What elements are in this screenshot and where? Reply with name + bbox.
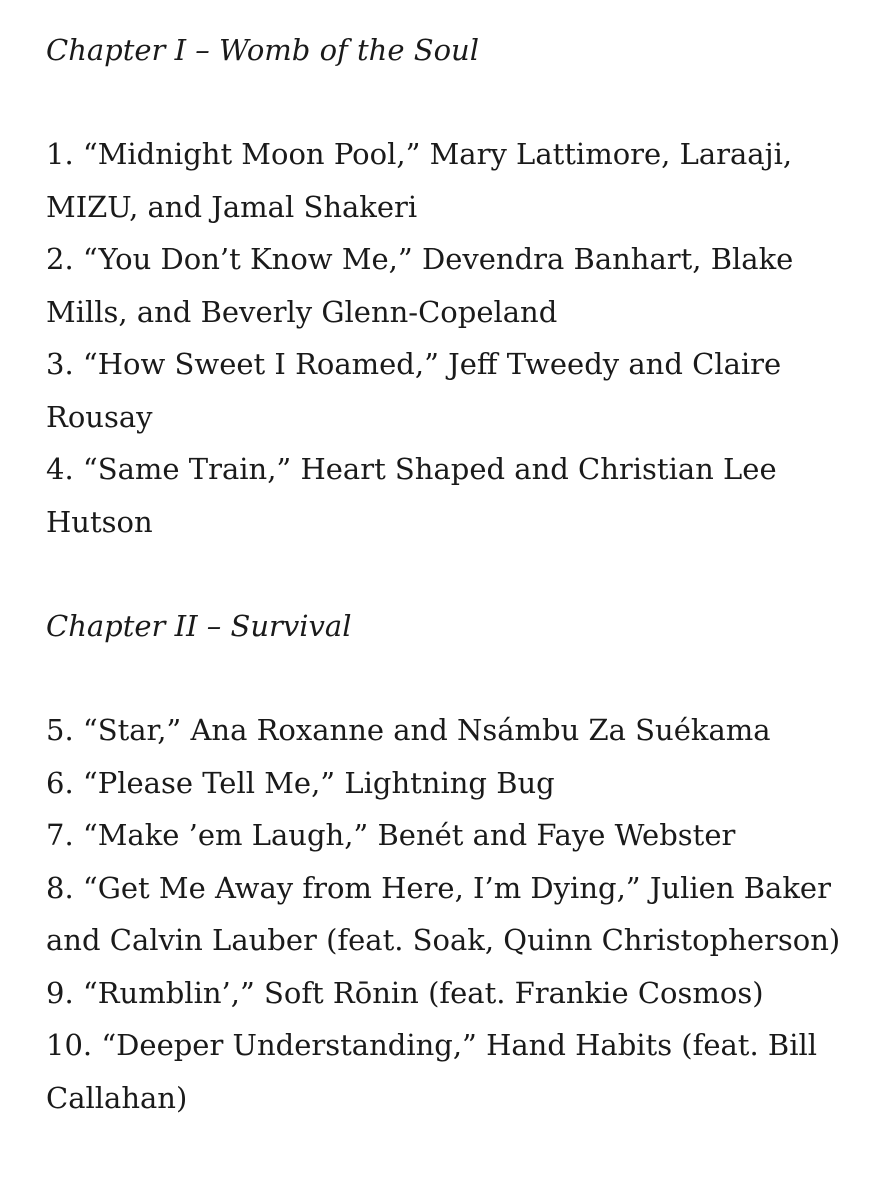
chapter-1-track-list (46, 128, 846, 548)
track-item (46, 443, 846, 548)
track-item (46, 757, 846, 810)
track-text: 2. “You Don’t Know Me,” Devendra Banhart, Blake Mills, and Beverly Glenn-Copeland (46, 242, 794, 329)
track-item (46, 1019, 846, 1124)
track-text: 5. “Star,” Ana Roxanne and Nsámbu Za Suékama (46, 713, 771, 747)
track-text: 1. “Midnight Moon Pool,” Mary Lattimore, Laraaji, MIZU, and Jamal Shakeri (46, 137, 793, 224)
track-text: 10. “Deeper Understanding,” Hand Habits (feat. Bill Callahan) (46, 1028, 818, 1115)
track-text: 8. “Get Me Away from Here, I’m Dying,” Julien Baker and Calvin Lauber (feat. Soak, Quinn Christopherson) (46, 870, 841, 957)
track-item (46, 128, 846, 233)
track-item (46, 862, 846, 967)
track-text: 9. “Rumblin’,” Soft Rōnin (feat. Frankie Cosmos) (46, 975, 764, 1010)
tracklist-document (46, 24, 846, 1124)
spacer (46, 76, 846, 128)
track-item (46, 967, 846, 1020)
track-item (46, 704, 846, 757)
track-item (46, 233, 846, 338)
track-text: 3. “How Sweet I Roamed,” Jeff Tweedy and Claire Rousay (46, 347, 782, 434)
track-text: 7. “Make ’em Laugh,” Benét and Faye Webster (46, 818, 736, 852)
spacer (46, 548, 846, 600)
chapter-heading: Chapter I – Womb of the Soul (46, 33, 479, 67)
track-item (46, 338, 846, 443)
chapter-2-track-list (46, 704, 846, 1124)
chapter-heading: Chapter II – Survival (46, 609, 352, 643)
track-text: 6. “Please Tell Me,” Lightning Bug (46, 765, 555, 800)
track-text: 4. “Same Train,” Heart Shaped and Christian Lee Hutson (46, 452, 777, 539)
spacer (46, 652, 846, 704)
track-item (46, 809, 846, 862)
